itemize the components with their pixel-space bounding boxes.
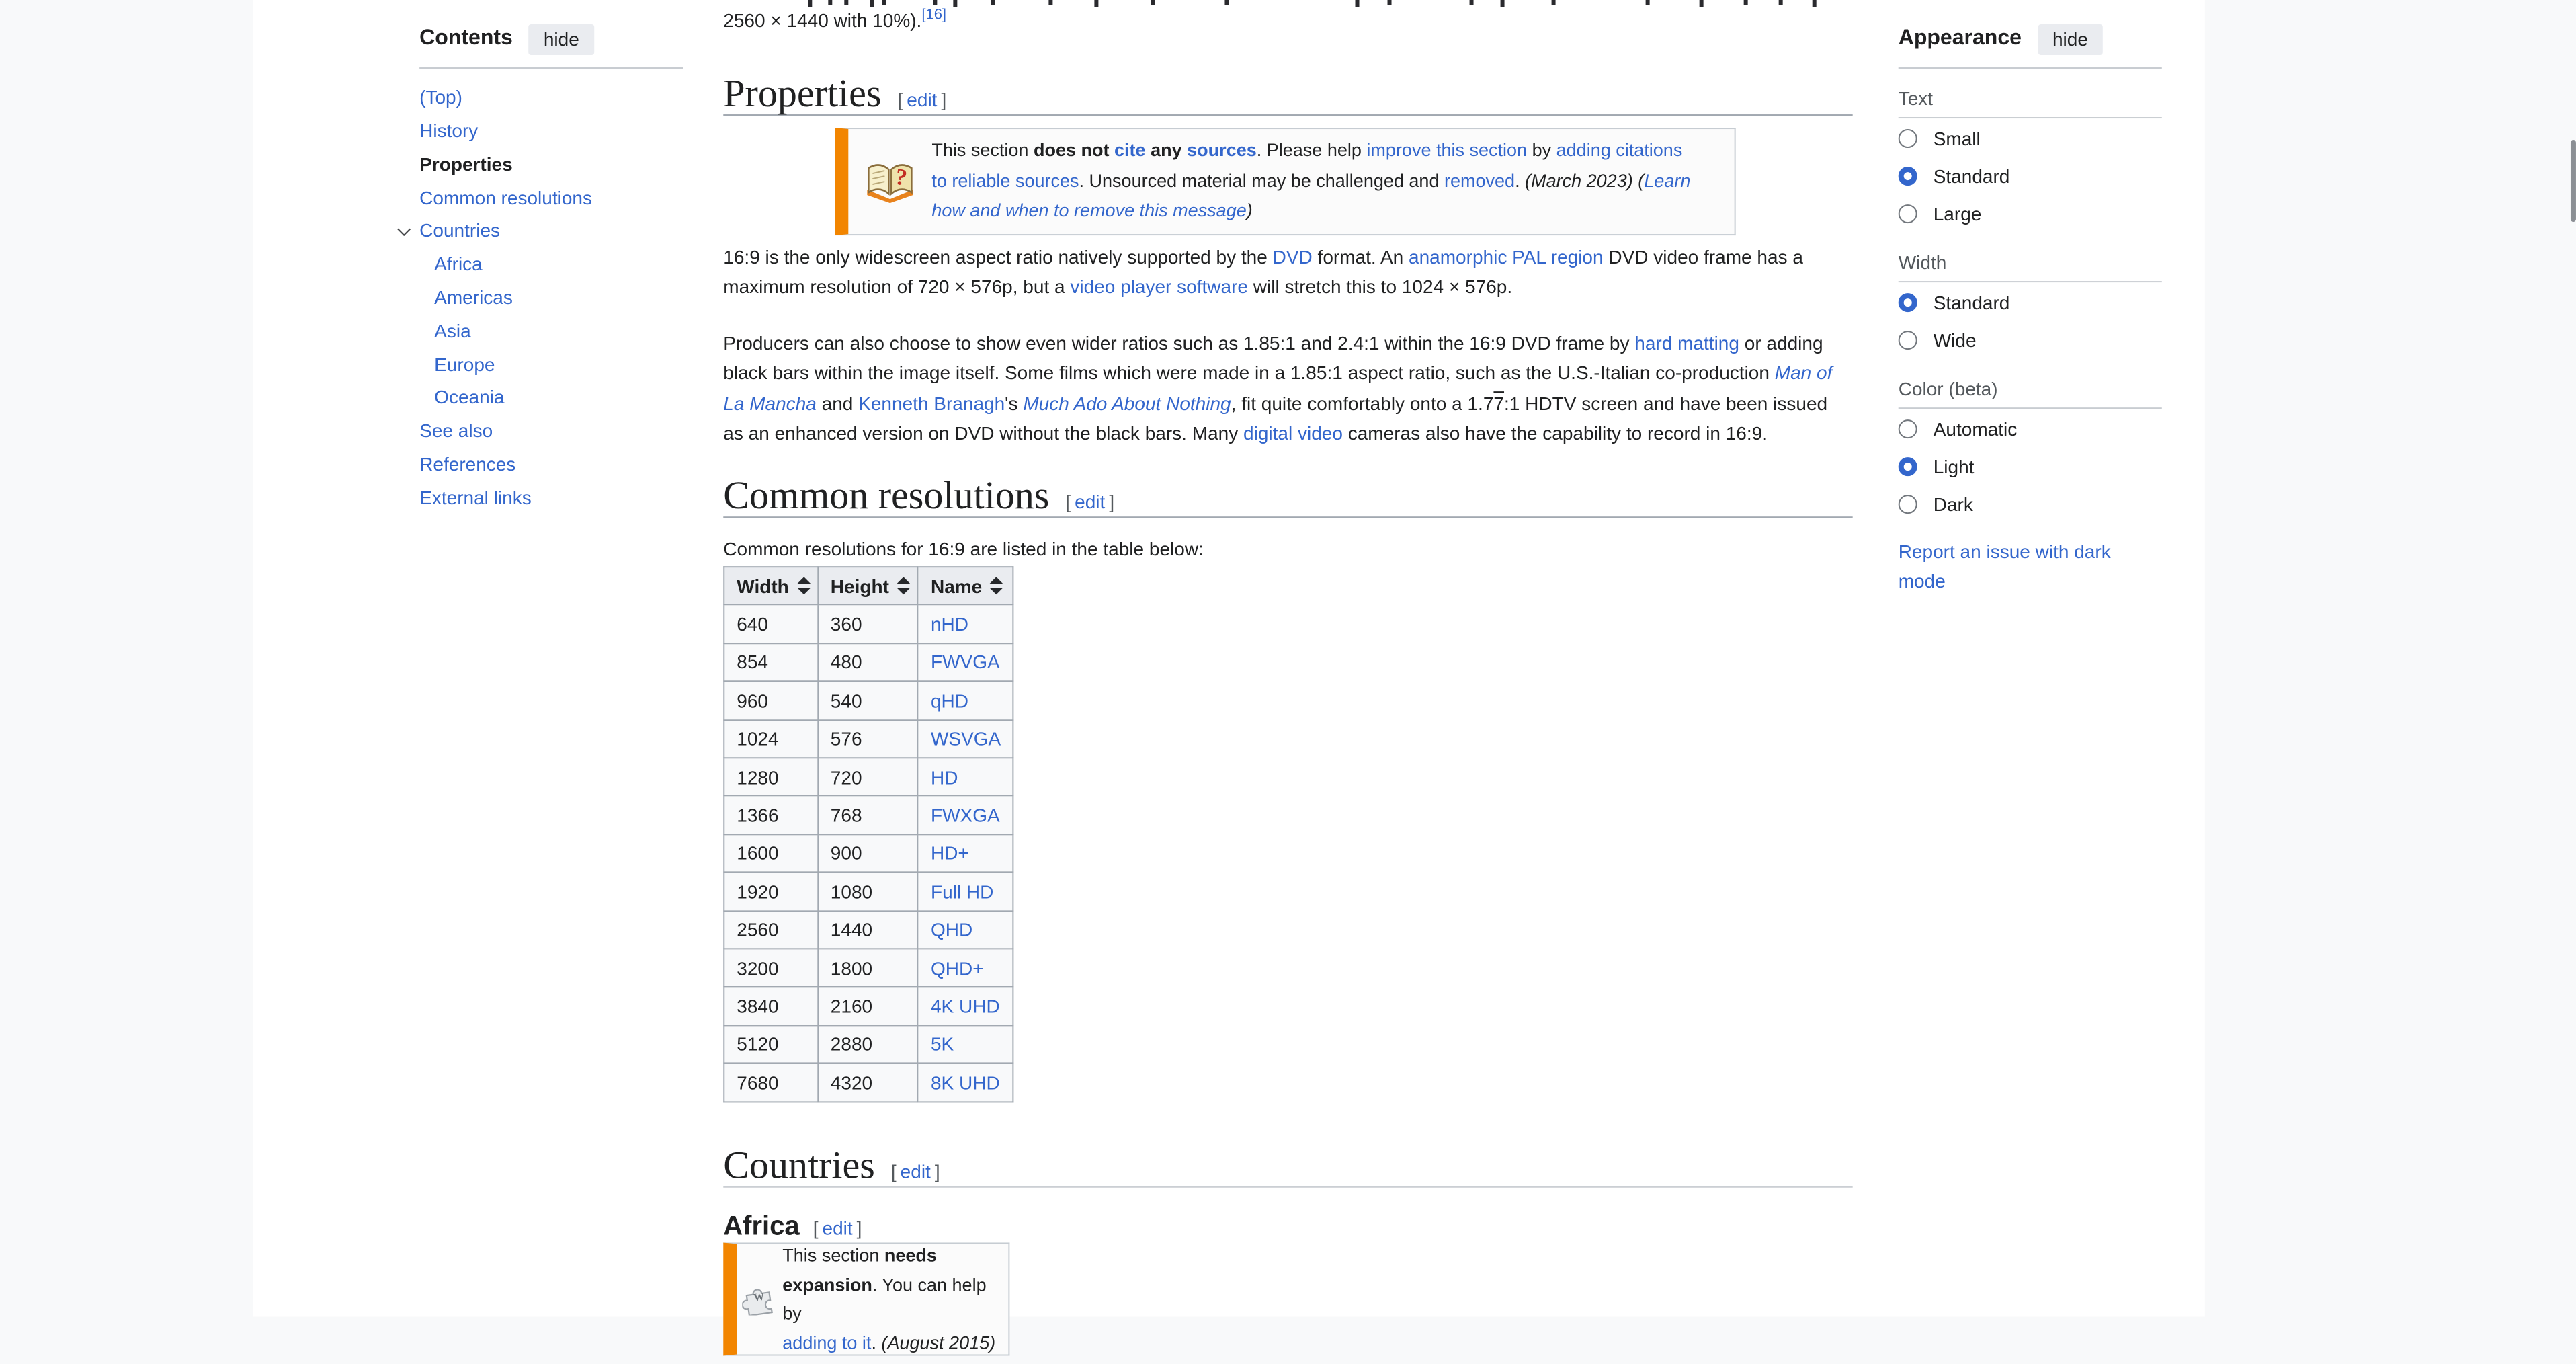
sort-icon (990, 576, 1003, 594)
svg-text:?: ? (893, 164, 909, 191)
contents-hide-button[interactable]: hide (529, 24, 594, 54)
cell-name (918, 987, 1013, 1025)
text-run: or adding (1739, 332, 1823, 354)
bracket: ] (934, 1160, 940, 1182)
text-run: does not (1033, 140, 1110, 161)
cell-name (918, 834, 1013, 873)
cell-width: 1280 (724, 758, 818, 796)
cell-name (918, 1025, 1013, 1064)
resolutions-table (723, 566, 1014, 1102)
glyph-fragment (1779, 0, 1783, 5)
resolution-name-link[interactable]: QHD (930, 918, 973, 940)
toc-item (419, 247, 683, 281)
text-run: expansion (782, 1274, 872, 1295)
cell-width: 3200 (724, 949, 818, 987)
glyph-fragment (1744, 0, 1748, 5)
cell-width: 854 (724, 643, 818, 682)
citation-notice-text (931, 129, 1701, 233)
edit-link-properties (898, 90, 947, 109)
edit-button[interactable]: edit (907, 89, 938, 111)
text-run (1109, 140, 1114, 160)
table-row (724, 873, 1013, 911)
wikipedia-puzzle-icon (737, 1283, 782, 1315)
column-header-height[interactable] (818, 567, 918, 605)
inline-link[interactable]: improve this section (1366, 140, 1528, 161)
text-run: , fit quite comfortably onto a 1.7 (1231, 392, 1494, 414)
text-run: format. An (1312, 246, 1409, 268)
inline-link[interactable]: [16] (921, 7, 947, 24)
cell-height: 480 (818, 643, 918, 682)
radio-icon[interactable] (1899, 204, 1917, 223)
cell-name (918, 682, 1013, 720)
appearance-title: Appearance (1898, 27, 2022, 50)
text-run: . You can help by (782, 1274, 987, 1324)
color-options (1899, 410, 2162, 523)
radio-icon[interactable] (1899, 293, 1917, 312)
heading-countries: Countries (723, 1144, 875, 1188)
radio-label: Large (1933, 202, 1982, 225)
toc-item (419, 147, 683, 181)
text-run: needs (884, 1245, 937, 1266)
toc-item (419, 214, 683, 247)
cell-height: 4320 (818, 1064, 918, 1102)
toc-link[interactable]: Properties (419, 153, 513, 175)
column-header-label: Name (930, 575, 983, 597)
glyph-fragment (933, 0, 937, 5)
toc-link[interactable]: Common resolutions (419, 186, 593, 208)
glyph-fragment (1388, 0, 1392, 5)
bracket: [ (897, 89, 903, 111)
expansion-notice-text (782, 1234, 1008, 1363)
glyph-fragment (1552, 0, 1556, 5)
radio-option[interactable] (1899, 284, 2162, 321)
group-label-width: Width (1898, 251, 1947, 274)
cell-name (918, 605, 1013, 643)
text-run: will stretch this to 1024 × 576p. (1248, 276, 1513, 298)
radio-icon[interactable] (1899, 331, 1917, 350)
text-run: 's (1005, 392, 1024, 414)
section-heading-countries (723, 1146, 1852, 1187)
inline-link[interactable]: Learn (1644, 170, 1691, 191)
cell-height: 2880 (818, 1025, 918, 1064)
paragraph-dvd (723, 242, 1852, 303)
glyph-fragment (1501, 0, 1505, 7)
cell-height: 576 (818, 720, 918, 758)
table-row (724, 720, 1013, 758)
cell-height: 1800 (818, 949, 918, 987)
cell-height: 2160 (818, 987, 918, 1025)
group-divider (1899, 281, 2162, 282)
toc-item (419, 448, 683, 481)
cell-width: 960 (724, 682, 818, 720)
toc-link[interactable]: External links (419, 486, 532, 508)
cell-width: 3840 (724, 987, 818, 1025)
group-divider (1899, 407, 2162, 409)
toc-link[interactable]: Asia (434, 319, 471, 342)
glyph-fragment (1151, 0, 1155, 5)
contents-panel (419, 23, 683, 514)
resolution-name-link[interactable]: 4K UHD (930, 995, 1000, 1017)
toc-link[interactable]: Americas (434, 286, 513, 309)
text-run: This section (782, 1245, 884, 1266)
text-run: cameras also have the capability to record in 16:9. (1342, 422, 1768, 444)
table-row (724, 605, 1013, 643)
text-run: This section (931, 140, 1034, 161)
table-row (724, 758, 1013, 796)
text-size-options (1899, 120, 2162, 233)
heading-properties: Properties (723, 73, 882, 116)
cell-name (918, 643, 1013, 682)
cell-name (918, 949, 1013, 987)
edit-button[interactable]: edit (900, 1160, 931, 1182)
toc-link[interactable]: Europe (434, 353, 495, 375)
toc-list (419, 81, 683, 514)
table-row (724, 949, 1013, 987)
cell-height: 1440 (818, 911, 918, 949)
radio-label: Automatic (1933, 417, 2018, 440)
inline-link[interactable]: adding citations (1556, 140, 1683, 161)
inline-link[interactable]: La Mancha (723, 392, 817, 414)
glyph-fragment (844, 0, 848, 5)
cell-name (918, 1064, 1013, 1102)
sort-icon (897, 576, 911, 594)
text-run: and (816, 392, 859, 414)
contents-title: Contents (419, 27, 513, 50)
glyph-fragment (953, 0, 957, 7)
inline-link[interactable]: sources (1187, 140, 1257, 161)
paragraph-overscan-end (723, 5, 946, 36)
inline-link[interactable]: video player software (1070, 276, 1249, 298)
citation-needed-notice (835, 128, 1735, 235)
inline-link[interactable]: adding to it (782, 1332, 872, 1353)
group-label-text: Text (1898, 87, 1934, 110)
radio-icon[interactable] (1899, 457, 1917, 476)
question-book-icon (848, 157, 931, 206)
table-row (724, 796, 1013, 834)
svg-text:W: W (753, 1291, 765, 1304)
cell-height: 360 (818, 605, 918, 643)
cell-name (918, 720, 1013, 758)
cell-name (918, 873, 1013, 911)
width-options (1899, 284, 2162, 359)
table-intro-text: Common resolutions for 16:9 are listed in the table below: (723, 538, 1204, 560)
glyph-fragment (1048, 0, 1052, 5)
cell-width: 1366 (724, 796, 818, 834)
text-run: ) (1246, 200, 1253, 221)
table-row (724, 682, 1013, 720)
needs-expansion-notice (723, 1242, 1009, 1355)
radio-icon[interactable] (1899, 419, 1917, 438)
text-run: . Please help (1256, 140, 1367, 161)
cell-width: 2560 (724, 911, 818, 949)
glyph-fragment (1813, 0, 1817, 7)
bracket: [ (1065, 491, 1071, 513)
cell-height: 1080 (818, 873, 918, 911)
resolution-name-link[interactable]: WSVGA (930, 727, 1001, 750)
inline-link[interactable]: anamorphic PAL region (1408, 246, 1604, 268)
text-run: ( (1638, 170, 1645, 191)
radio-icon[interactable] (1899, 129, 1917, 148)
text-run: 2560 × 1440 with 10%). (723, 9, 922, 32)
text-run: maximum resolution of 720 × 576p, but a (723, 276, 1071, 298)
cell-name (918, 758, 1013, 796)
cell-name (918, 796, 1013, 834)
glyph-fragment (828, 0, 832, 5)
inline-link[interactable]: Man of (1774, 362, 1833, 384)
edit-link-common-resolutions (1065, 492, 1114, 511)
resolution-name-link[interactable]: 5K (930, 1033, 954, 1055)
table-row (724, 911, 1013, 949)
text-run: Producers can also choose to show even wider ratios such as 1.85:1 and 2.4:1 within the 16:9 DVD frame by (723, 332, 1635, 354)
text-run (1146, 140, 1151, 160)
cell-height: 768 (818, 796, 918, 834)
text-run: :1 HDTV screen and have been issued (1504, 392, 1828, 414)
glyph-fragment (1700, 0, 1704, 7)
resolution-name-link[interactable]: 8K UHD (930, 1071, 1000, 1093)
radio-label: Dark (1933, 493, 1973, 515)
edit-link-countries (891, 1162, 940, 1180)
glyph-fragment (991, 0, 995, 5)
glyph-fragment (1094, 0, 1098, 7)
contents-header (419, 23, 683, 55)
cell-height: 540 (818, 682, 918, 720)
bracket: [ (813, 1217, 819, 1239)
report-dark-mode-link[interactable]: Report an issue with dark mode (1898, 540, 2111, 593)
toc-item (419, 314, 683, 348)
contents-divider (419, 67, 683, 69)
cell-name (918, 911, 1013, 949)
column-header-width[interactable] (724, 567, 818, 605)
glyph-fragment (1224, 0, 1229, 5)
text-run: (March 2023) (1525, 170, 1633, 191)
radio-option[interactable] (1899, 195, 2162, 233)
text-run: as an enhanced version on DVD without the black bars. Many (723, 422, 1244, 444)
table-row (724, 834, 1013, 873)
cell-height: 720 (818, 758, 918, 796)
cell-width: 1600 (724, 834, 818, 873)
inline-link[interactable]: to reliable sources (931, 170, 1079, 191)
text-run: black bars within the image itself. Some films which were made in a 1.85:1 aspect ratio, such as the U.S.-Italian co-production (723, 362, 1775, 384)
glyph-fragment (882, 0, 886, 5)
text-run: 16:9 is the only widescreen aspect ratio natively supported by the (723, 246, 1273, 268)
edit-button[interactable]: edit (1075, 491, 1106, 513)
resolution-name-link[interactable]: Full HD (930, 880, 994, 902)
text-run: . (1515, 170, 1526, 191)
cell-width: 7680 (724, 1064, 818, 1102)
inline-link[interactable]: hard matting (1634, 332, 1739, 354)
resolution-name-link[interactable]: nHD (930, 613, 969, 635)
table-row (724, 1025, 1013, 1064)
cell-width: 1024 (724, 720, 818, 758)
text-run (1182, 140, 1188, 160)
resolution-name-link[interactable]: FWVGA (930, 651, 1000, 673)
glyph-fragment (1356, 0, 1360, 7)
text-run: any (1151, 140, 1182, 161)
toc-item (419, 114, 683, 148)
radio-label: Standard (1933, 291, 2010, 313)
radio-option[interactable] (1899, 157, 2162, 195)
group-divider (1899, 117, 2162, 118)
toc-item (419, 414, 683, 448)
radio-option[interactable] (1899, 410, 2162, 448)
toc-item (419, 481, 683, 514)
toc-item (419, 281, 683, 315)
inline-link[interactable]: digital video (1243, 422, 1343, 444)
bracket: ] (941, 89, 947, 111)
appearance-panel (1899, 23, 2162, 597)
appearance-header (1899, 23, 2162, 55)
appearance-divider (1899, 67, 2162, 69)
toc-link[interactable]: History (419, 120, 479, 142)
group-label-color: Color (beta) (1898, 378, 1998, 400)
toc-link[interactable]: Oceania (434, 386, 505, 408)
bracket: ] (1109, 491, 1115, 513)
inline-link[interactable]: Kenneth Branagh (858, 392, 1005, 414)
text-run: DVD video frame has a (1603, 246, 1803, 268)
toc-item (419, 348, 683, 381)
radio-label: Small (1933, 127, 1981, 149)
toc-link[interactable]: Africa (434, 253, 483, 275)
resolution-name-link[interactable]: qHD (930, 689, 969, 711)
table-header-row (724, 567, 1013, 605)
cell-height: 900 (818, 834, 918, 873)
table-row (724, 1064, 1013, 1102)
edit-button[interactable]: edit (822, 1217, 853, 1239)
resolution-name-link[interactable]: FWXGA (930, 804, 1000, 826)
toc-item (419, 380, 683, 414)
section-heading-properties (723, 74, 1852, 116)
inline-link[interactable]: removed (1444, 170, 1515, 191)
toc-item (419, 181, 683, 214)
resolution-name-link[interactable]: QHD+ (930, 957, 984, 979)
radio-label: Standard (1933, 165, 2010, 187)
radio-label: Light (1933, 455, 1975, 477)
column-header-label: Height (830, 575, 889, 597)
bracket: [ (890, 1160, 897, 1182)
column-header-name[interactable] (918, 567, 1013, 605)
heading-common-resolutions: Common resolutions (723, 475, 1050, 518)
glyph-fragment (1470, 0, 1474, 5)
inline-link[interactable]: cite (1114, 140, 1146, 161)
radio-icon[interactable] (1899, 167, 1917, 186)
cell-width: 5120 (724, 1025, 818, 1064)
toc-item (419, 81, 683, 114)
table-row (724, 643, 1013, 682)
radio-label: Wide (1933, 329, 1977, 351)
inline-link[interactable]: Much Ado About Nothing (1023, 392, 1231, 414)
radio-option[interactable] (1899, 321, 2162, 359)
toc-link[interactable]: Countries (419, 219, 501, 241)
inline-link[interactable]: how and when to remove this message (931, 200, 1247, 221)
radio-option[interactable] (1899, 448, 2162, 485)
bracket: ] (856, 1217, 862, 1239)
text-run: 7 (1493, 392, 1505, 414)
appearance-hide-button[interactable]: hide (2038, 24, 2103, 54)
toc-link[interactable]: (Top) (419, 86, 462, 108)
toc-link[interactable]: See also (419, 419, 493, 442)
radio-option[interactable] (1899, 485, 2162, 523)
heading-africa: Africa (723, 1211, 800, 1242)
glyph-fragment (1646, 0, 1650, 5)
text-run: by (1527, 140, 1556, 161)
section-heading-common-resolutions (723, 476, 1852, 518)
cell-width: 1920 (724, 873, 818, 911)
scrollbar-thumb[interactable] (2571, 140, 2575, 222)
column-header-label: Width (737, 575, 789, 597)
toc-link[interactable]: References (419, 453, 516, 475)
text-run: . (871, 1332, 882, 1353)
table-row (724, 987, 1013, 1025)
radio-icon[interactable] (1899, 495, 1917, 514)
radio-option[interactable] (1899, 120, 2162, 157)
cell-width: 640 (724, 605, 818, 643)
text-run: (August 2015) (881, 1332, 996, 1353)
sort-icon (797, 576, 811, 594)
resolution-name-link[interactable]: HD+ (930, 842, 969, 865)
inline-link[interactable]: DVD (1272, 246, 1313, 268)
resolution-name-link[interactable]: HD (930, 766, 958, 788)
text-run: . Unsourced material may be challenged and (1079, 170, 1444, 191)
paragraph-producers (723, 328, 1852, 448)
